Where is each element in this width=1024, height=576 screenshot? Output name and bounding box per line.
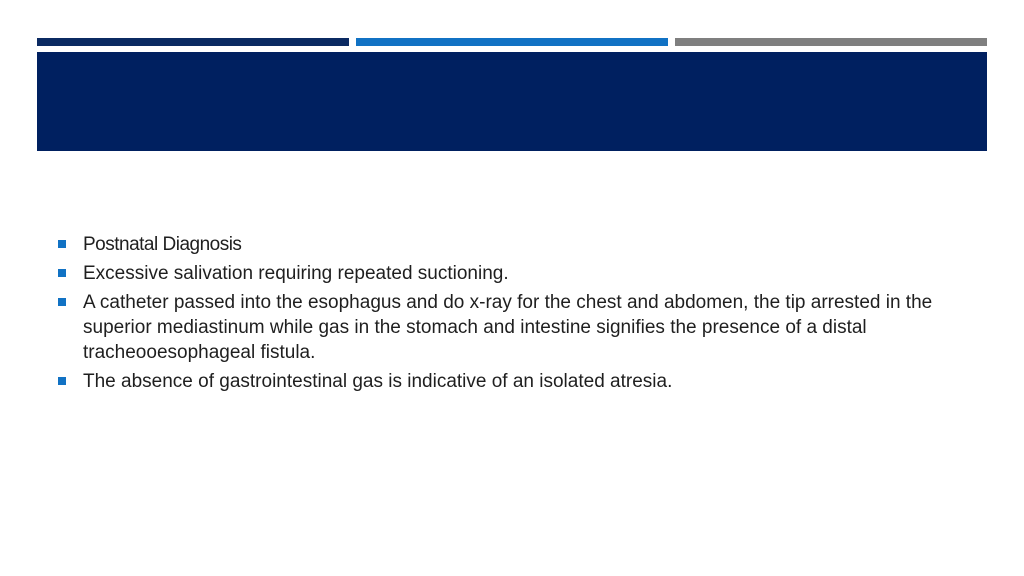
title-banner [37, 52, 987, 151]
square-bullet-icon [58, 240, 66, 248]
list-item [58, 369, 988, 394]
decorative-top-bars [37, 38, 987, 46]
list-item [58, 261, 988, 286]
square-bullet-icon [58, 377, 66, 385]
accent-bar-gray [675, 38, 987, 46]
accent-bar-blue [356, 38, 668, 46]
slide-content [58, 232, 988, 395]
bullet-text: Excessive salivation requiring repeated suctioning. [83, 263, 509, 284]
bullet-text: The absence of gastrointestinal gas is indicative of an isolated atresia. [83, 371, 673, 392]
square-bullet-icon [58, 269, 66, 277]
accent-bar-navy [37, 38, 349, 46]
bullet-list [58, 232, 988, 394]
bullet-text: Postnatal Diagnosis [83, 234, 242, 255]
bullet-text: A catheter passed into the esophagus and do x-ray for the chest and abdomen, the tip arrested in the superior mediastinum while gas in the stomach and intestine signifies the presence of a distal tracheooesophageal fistula. [83, 292, 933, 363]
list-item [58, 290, 988, 365]
square-bullet-icon [58, 298, 66, 306]
list-item [58, 232, 988, 257]
